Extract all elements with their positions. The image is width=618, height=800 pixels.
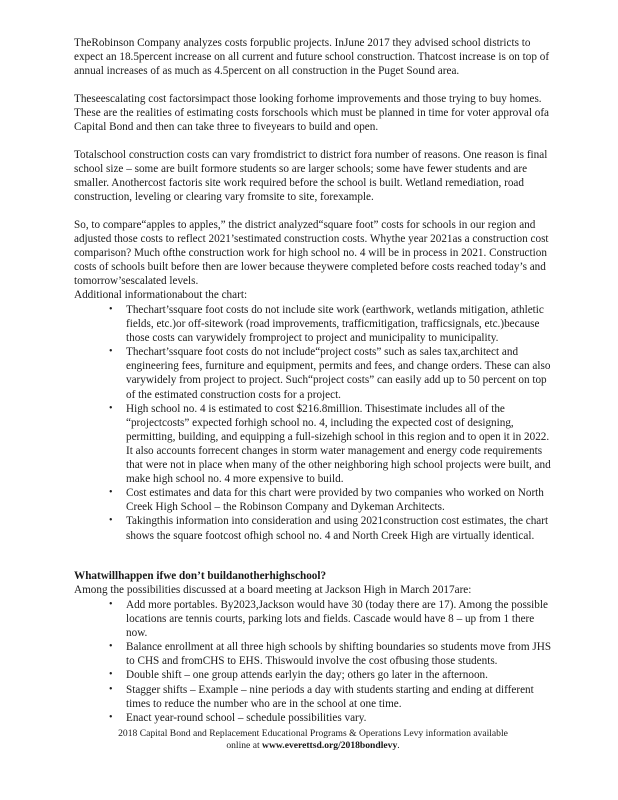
chart-notes-list bbox=[74, 303, 552, 543]
footer-line-1: 2018 Capital Bond and Replacement Educational Programs & Operations Levy information available bbox=[118, 728, 508, 739]
list-item: • Enact year-round school – schedule possibilities vary. bbox=[109, 711, 367, 724]
section-intro: Among the possibilities discussed at a board meeting at Jackson High in March 2017are: bbox=[74, 584, 472, 596]
paragraph-apples-to-apples: So, to compare“apples to apples,” the district analyzed“square foot” costs for schools in our region and adjusted those costs to reflect 2021’sestimated construction costs. Whythe year 2021as a construction cost comparison? Much ofthe construction work for high school no. 4 will be in process in 2021. Construction costs of schools built before then are lower because theywere completed before costs reached today’s and tomorrow’sescalated levels. bbox=[74, 219, 549, 288]
bullet-icon: • bbox=[109, 669, 113, 681]
bullet-icon: • bbox=[109, 641, 113, 653]
footer bbox=[74, 728, 552, 753]
list-item: • Add more portables. By2023,Jackson would have 30 (today there are 17). Among the possible locations are tennis courts, parking lots and fields. Cascade would have 8 – up from 1 there now. bbox=[109, 599, 548, 640]
footer-link[interactable]: www.everettsd.org/2018bondlevy bbox=[262, 740, 398, 752]
paragraph-chart-info-intro: Additional informationabout the chart: bbox=[74, 289, 248, 301]
footer-prefix: online at bbox=[226, 740, 260, 752]
list-item: • Thechart’ssquare foot costs do not include site work (earthwork, wetlands mitigation, athletic fields, etc.)or off-sitework (road improvements, trafficmitigation, trafficsignals, etc.)because those costs can varywidely fromproject to project and municipality to municipality. bbox=[109, 304, 544, 345]
list-item: • Stagger shifts – Example – nine periods a day with students starting and ending at different times to reduce the number who are in the school at one time. bbox=[109, 683, 534, 710]
list-item: • Balance enrollment at all three high schools by shifting boundaries so students move from JHS to CHS and fromCHS to EHS. Thiswould involve the cost ofbusing those students. bbox=[109, 641, 552, 668]
list-item: • Cost estimates and data for this chart were provided by two companies who worked on North Creek High School – the Robinson Company and Dykeman Architects. bbox=[109, 487, 544, 514]
list-item: • Double shift – one group attends earlyin the day; others go later in the afternoon. bbox=[109, 669, 488, 682]
bullet-icon: • bbox=[109, 487, 113, 499]
bullet-icon: • bbox=[109, 402, 113, 414]
bullet-icon: • bbox=[109, 711, 113, 723]
list-item: • Thechart’ssquare foot costs do not include“project costs” such as sales tax,architect and engineering fees, furniture and equipment, permits and fees, and change orders. These can also varywidely from project to project. Such“project costs” can easily add up to 50 percent on top of the estimated construction costs for a project. bbox=[109, 346, 551, 401]
paragraph-construction-costs-vary: Totalschool construction costs can vary fromdistrict to district fora number of reasons. One reason is final school size – some are built formore students so are larger schools; some have fewer students and are smaller. Anothercost factoris site work required before the school is built. Wetland remediation, road construction, leveling or clearing vary fromsite to site, forexample. bbox=[74, 149, 548, 204]
list-item: • High school no. 4 is estimated to cost $216.8million. Thisestimate includes all of the “projectcosts” expected forhigh school no. 4, including the expected cost of designing, permitting, building, and equipping a full-sizehigh school in this region and to open it in 2022. It also accounts forrecent changes in storm water management and energy code requirements that were not in place when many of the other neighboring high school projects were built, and make high school no. 4 more expensive to build. bbox=[109, 402, 551, 486]
bullet-icon: • bbox=[109, 346, 113, 358]
bullet-icon: • bbox=[109, 599, 113, 610]
paragraph-escalating-costs: Theseescalating cost factorsimpact those looking forhome improvements and those trying to buy homes. These are the realities of estimating costs forschools which must be planned in time for voter approval ofa Capital Bond and then can take three to fiveyears to build and open. bbox=[74, 93, 550, 134]
bullet-icon: • bbox=[109, 515, 113, 527]
bullet-icon: • bbox=[109, 683, 113, 695]
bullet-icon: • bbox=[109, 304, 113, 315]
footer-line-2 bbox=[74, 740, 552, 752]
list-item: • Takingthis information into consideration and using 2021construction cost estimates, the chart shows the square footcost ofhigh school no. 4 and North Creek High are virtually identical. bbox=[109, 515, 549, 542]
paragraph-cost-increase: TheRobinson Company analyzes costs forpublic projects. InJune 2017 they advised school districts to expect an 18.5percent increase on all current and future school construction. Thatcost increase is on top of annual increases of as much as 4.5percent on all construction in the Puget Sound area. bbox=[74, 37, 550, 78]
section-heading: Whatwillhappen ifwe don’t buildanotherhighschool? bbox=[74, 570, 327, 582]
possibilities-list bbox=[74, 598, 552, 725]
footer-suffix: . bbox=[397, 740, 400, 752]
